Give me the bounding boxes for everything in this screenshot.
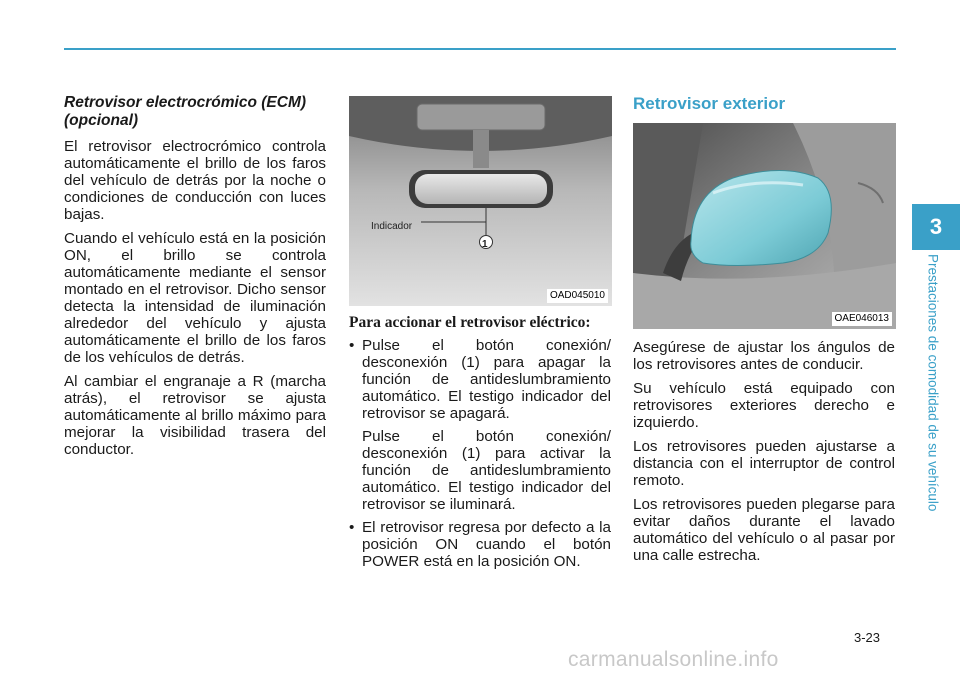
chapter-tab: 3 [912, 204, 960, 250]
ecm-paragraph-1: El retrovisor electrocrómico controla automáticamente el brillo de los faros del vehículo de detrás por la noche o condiciones de conducción con luces bajas. [64, 138, 326, 223]
header-rule [64, 48, 896, 50]
list-item [349, 337, 611, 422]
operation-subheading: Para accionar el retrovisor eléctrico: [349, 314, 591, 331]
exterior-paragraph-2: Su vehículo está equipado con retrovisores exteriores derecho e izquierdo. [633, 380, 895, 431]
exterior-mirror-illustration [633, 123, 896, 329]
chapter-title: Prestaciones de comodidad de su vehículo [925, 254, 941, 512]
bullet-icon: • [349, 337, 355, 354]
chapter-title-vertical [922, 254, 944, 534]
list-item [349, 519, 611, 570]
middle-column [349, 96, 611, 576]
section-title: Retrovisor exterior [633, 94, 786, 113]
callout-number: 1 [482, 239, 488, 250]
bullet-text: El retrovisor regresa por defecto a la posición ON cuando el botón POWER está en la posición ON. [362, 519, 611, 570]
bullet-icon: • [349, 519, 355, 536]
bullet-text: Pulse el botón conexión/ desconexión (1) para apagar la función de antideslumbramiento automático. El testigo indicador del retrovisor se apagará. [362, 337, 611, 422]
exterior-mirror-figure [633, 123, 896, 329]
ecm-paragraph-2: Cuando el vehículo está en la posición ON, el brillo se controla automáticamente mediante el sensor montado en el retrovisor. Dicho sensor detecta la intensidad de iluminación alrededor del vehículo y ajusta automáticamente el brillo de los faros de los vehículos de detrás. [64, 230, 326, 366]
page-number: 3-23 [854, 630, 881, 645]
bullet-sub-paragraph: Pulse el botón conexión/ desconexión (1) para activar la función de antideslumbramiento automático. El testigo indicador del retrovisor se iluminará. [362, 428, 611, 513]
watermark: carmanualsonline.info [568, 648, 779, 671]
figure-code: OAE046013 [832, 312, 893, 326]
ecm-heading: Retrovisor electrocrómico (ECM) (opcional) [64, 94, 307, 129]
exterior-paragraph-3: Los retrovisores pueden ajustarse a distancia con el interruptor de control remoto. [633, 438, 895, 489]
indicator-label: Indicador [371, 221, 413, 232]
right-column [633, 94, 895, 571]
ecm-paragraph-3: Al cambiar el engranaje a R (marcha atrás), el retrovisor se ajusta automáticamente al brillo máximo para mejorar la visibilidad trasera del conductor. [64, 373, 326, 458]
interior-mirror-illustration [349, 96, 612, 306]
left-column [64, 94, 326, 465]
exterior-paragraph-4: Los retrovisores pueden plegarse para evitar daños durante el lavado automático del vehículo o al pasar por una calle estrecha. [633, 496, 895, 564]
figure-code: OAD045010 [547, 289, 608, 303]
exterior-paragraph-1: Asegúrese de ajustar los ángulos de los retrovisores antes de conducir. [633, 339, 895, 373]
interior-mirror-figure [349, 96, 612, 306]
